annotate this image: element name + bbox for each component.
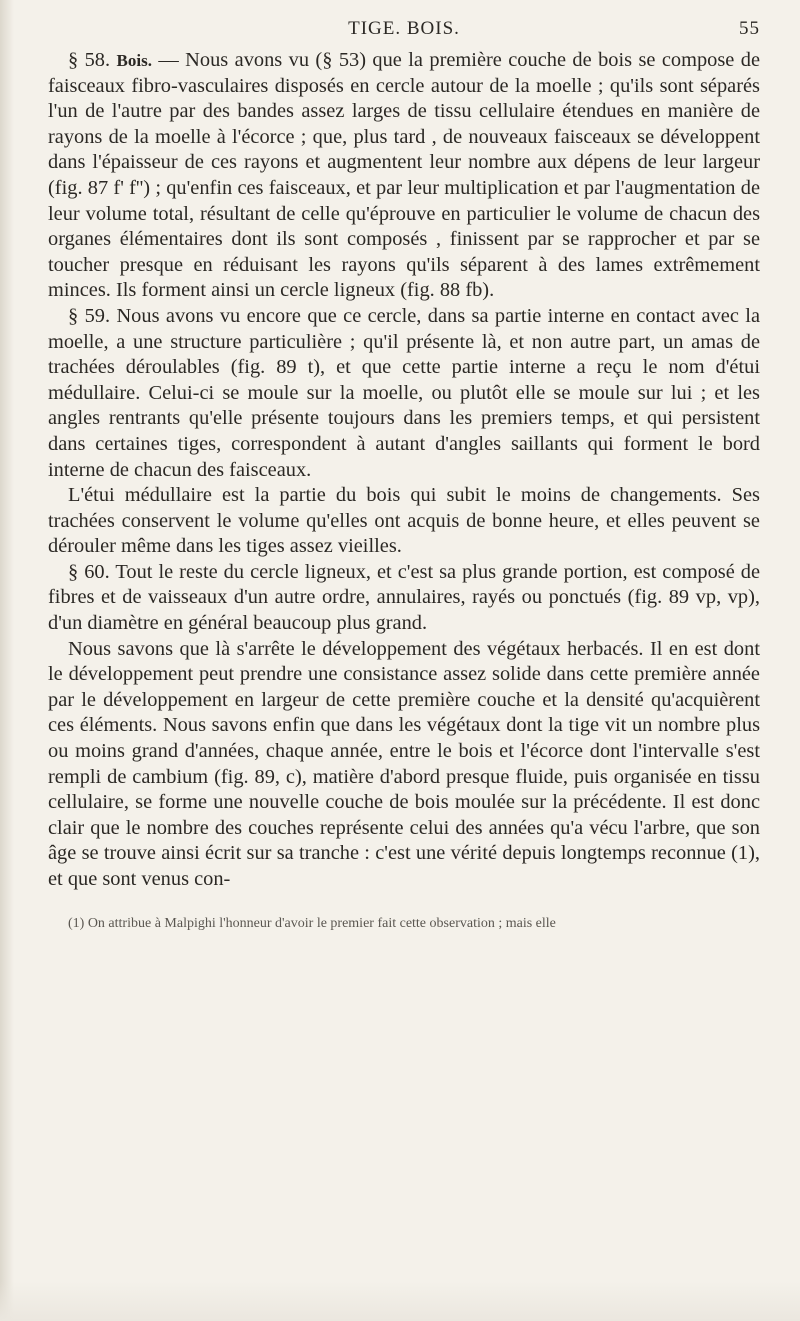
paragraph-text: L'étui médullaire est la partie du bois qui subit le moins de changements. Ses trachées conservent le volume qu'elles ont acquis de bonne heure, et elles peuvent se dérouler même dans les tiges assez vieilles. — [48, 484, 760, 558]
footnote: (1) On attribue à Malpighi l'honneur d'avoir le premier fait cette observation ; mais elle — [68, 915, 556, 931]
paragraph-section-58 — [48, 48, 760, 304]
section-heading: Bois. — [116, 51, 152, 70]
paragraph-text: Nous avons vu encore que ce cercle, dans sa partie interne en contact avec la moelle, a une structure particulière ; qu'il présente là, et non autre part, un amas de trachées déroulables (fig. 89 t), et que cette partie interne a reçu le nom d'étui médullaire. Celui-ci se moule sur la moelle, ou plutôt elle se moule sur lui ; et les angles rentrants qu'elle présente toujours dans les premiers temps, et qui persistent dans certaines tiges, correspondent à autant d'angles saillants qui forment le bord interne de chacun des faisceaux. — [48, 304, 761, 481]
paragraph-text: Tout le reste du cercle ligneux, et c'est sa plus grande portion, est composé de fibres et de vaisseaux d'un autre ordre, annulaires, rayés ou ponctués (fig. 89 vp, vp), d'un diamètre en général beaucoup plus grand. — [48, 560, 761, 635]
section-number: § 59. — [68, 304, 111, 327]
section-number: § 58. — [68, 49, 111, 71]
page-number: 55 — [739, 18, 760, 39]
paragraph-vegetaux — [48, 637, 760, 893]
running-head — [48, 18, 760, 44]
paragraph-text: — Nous avons vu (§ 53) que la première couche de bois se compose de faisceaux fibro-vasculaires disposés en cercle autour de la moelle ; qu'ils sont séparés l'un de l'autre par des bandes assez larges de tissu cellulaire étendues en manière de rayons de la moelle à l'écorce ; que, plus tard , de nouveaux faisceaux se développent dans l'épaisseur de ces rayons et augmentent leur nombre aux dépens de leur largeur (fig. 87 f' f'') ; qu'enfin ces faisceaux, et par leur multiplication et par l'augmentation de leur volume total, résultant de celle qu'éprouve en particulier le volume de chacun des organes élémentaires dont ils sont composés , finissent par se rapprocher et par se toucher presque en réduisant les rayons qu'ils séparent à des lames extrêmement minces. Ils forment ainsi un cercle ligneux (fig. 88 fb). — [48, 49, 761, 302]
binding-shadow — [0, 0, 14, 1321]
paragraph-section-59 — [48, 304, 760, 483]
section-number: § 60. — [68, 560, 110, 583]
running-head-title: TIGE. BOIS. — [348, 18, 460, 39]
paragraph-etui-medullaire — [48, 483, 760, 560]
paragraph-section-60 — [48, 560, 760, 637]
book-page — [48, 18, 760, 933]
paragraph-text: Nous savons que là s'arrête le développement des végétaux herbacés. Il en est dont le développement peut prendre une consistance assez solide dans cette première année par le développement en largeur de cette première couche et la densité qu'acquièrent ces éléments. Nous savons enfin que dans les végétaux dont la tige vit un nombre plus ou moins grand d'années, chaque année, entre le bois et l'écorce dont l'intervalle s'est rempli de cambium (fig. 89, c), matière d'abord presque fluide, puis organisée en tissu cellulaire, se forme une nouvelle couche de bois moulée sur la précédente. Il est donc clair que le nombre des couches représente celui des années qu'a vécu l'arbre, que son âge se trouve ainsi écrit sur sa tranche : c'est une vérité depuis longtemps reconnue (1), et que sont venus con- — [48, 637, 760, 890]
page-bottom-edge — [0, 1281, 800, 1321]
